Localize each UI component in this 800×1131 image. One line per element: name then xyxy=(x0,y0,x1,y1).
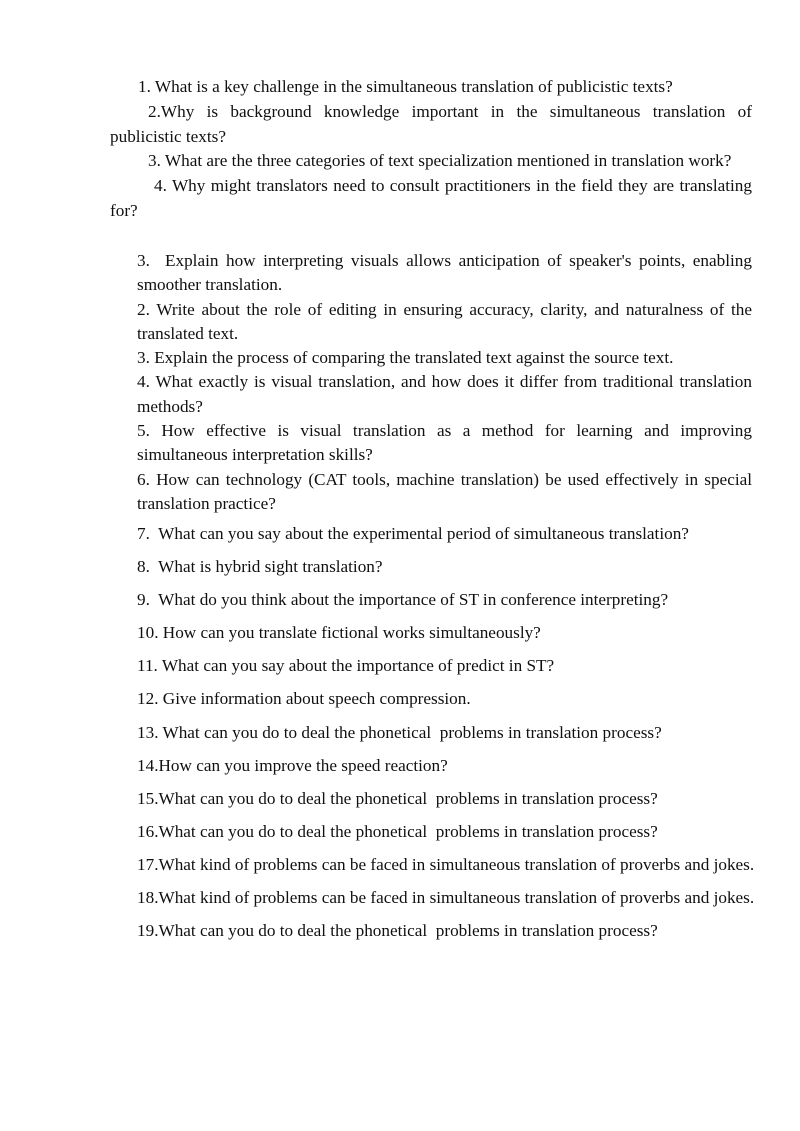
question-item: 9. What do you think about the importance of ST in conference interpreting? xyxy=(137,590,669,610)
question-item: 15.What can you do to deal the phonetical problems in translation process? xyxy=(137,788,658,808)
question-item: 16.What can you do to deal the phonetical problems in translation process? xyxy=(137,821,658,841)
question-item: 14.How can you improve the speed reaction? xyxy=(137,755,448,775)
question-item: 5. How effective is visual translation as a method for learning and improving simultaneous interpretation skills? xyxy=(137,421,757,465)
question-item: 2.Why is background knowledge important in the simultaneous translation of publicistic texts? xyxy=(110,101,757,146)
question-item: 11. What can you say about the importance of predict in ST? xyxy=(137,656,555,676)
question-item: 3. Explain how interpreting visuals allows anticipation of speaker's points, enabling smoother translation. xyxy=(137,251,757,295)
question-item: 1. What is a key challenge in the simultaneous translation of publicistic texts? xyxy=(138,77,673,96)
question-item: 8. What is hybrid sight translation? xyxy=(137,557,383,577)
question-item: 18.What kind of problems can be faced in simultaneous translation of proverbs and jokes. xyxy=(137,888,755,908)
question-item: 3. What are the three categories of text specialization mentioned in translation work? xyxy=(148,151,732,171)
question-item: 10. How can you translate fictional works simultaneously? xyxy=(137,623,541,643)
question-item: 19.What can you do to deal the phonetical problems in translation process? xyxy=(137,921,658,941)
question-item: 6. How can technology (CAT tools, machine translation) be used effectively in special translation practice? xyxy=(137,469,757,513)
question-block-second-group xyxy=(137,249,757,516)
question-item: 12. Give information about speech compression. xyxy=(137,689,471,709)
question-item: 7. What can you say about the experimental period of simultaneous translation? xyxy=(137,524,689,543)
question-item: 17.What kind of problems can be faced in simultaneous translation of proverbs and jokes. xyxy=(137,854,755,874)
question-block-first-group xyxy=(110,75,757,224)
question-item: 13. What can you do to deal the phonetical problems in translation process? xyxy=(137,722,662,742)
question-item: 4. Why might translators need to consult practitioners in the field they are translating for? xyxy=(110,176,757,220)
question-item: 2. Write about the role of editing in ensuring accuracy, clarity, and naturalness of the translated text. xyxy=(137,299,757,343)
question-block-third-group xyxy=(137,522,755,943)
question-item: 4. What exactly is visual translation, and how does it differ from traditional translation methods? xyxy=(137,372,757,416)
question-item: 3. Explain the process of comparing the translated text against the source text. xyxy=(137,348,674,368)
